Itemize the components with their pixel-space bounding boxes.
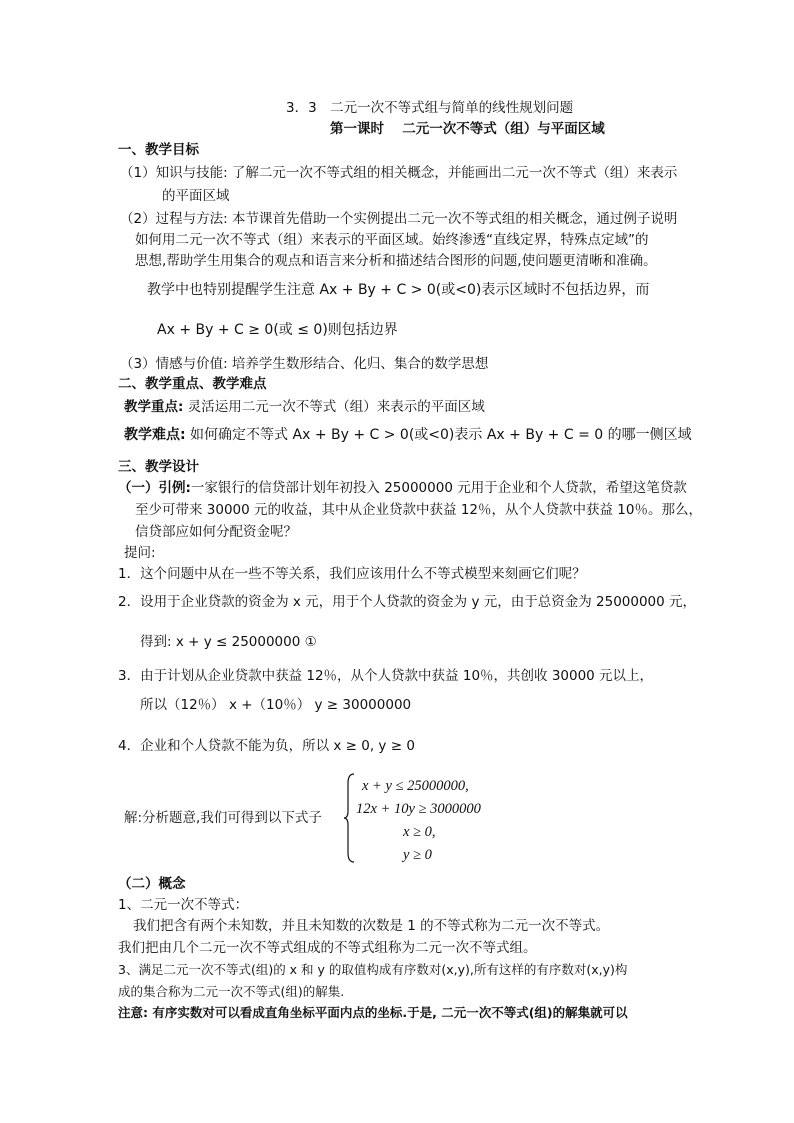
question-1: 1．这个问题中从在一些不等关系，我们应该用什么不等式模型来刻画它们呢？ bbox=[118, 566, 586, 582]
question-2-result: 得到: x + y ≤ 25000000 ① bbox=[140, 634, 317, 650]
intro-line-c: 信贷部应如何分配资金呢？ bbox=[135, 524, 297, 540]
concept-1-title: 1、二元一次不等式： bbox=[118, 897, 249, 913]
concept-3-line-a: 3、满足二元一次不等式(组)的 x 和 y 的取值构成有序数对(x,y),所有这样的有序数对(x,y)构 bbox=[118, 962, 628, 977]
goal-2-line-a: （2）过程与方法: 本节课首先借助一个实例提出二元一次不等式组的相关概念，通过例子说明 bbox=[120, 211, 678, 227]
ask-label: 提问: bbox=[124, 545, 156, 561]
question-4: 4．企业和个人贷款不能为负，所以 x ≥ 0, y ≥ 0 bbox=[118, 738, 415, 754]
goal-2-line-b: 如何用二元一次不等式（组）来表示的平面区域。始终渗透“直线定界，特殊点定域”的 bbox=[135, 232, 649, 248]
key-point bbox=[124, 399, 485, 416]
note-text: 注意: 有序实数对可以看成直角坐标平面内点的坐标.于是, 二元一次不等式(组)的解集就可以 bbox=[118, 1005, 628, 1020]
left-brace-icon bbox=[343, 773, 355, 863]
inequality-system bbox=[356, 775, 481, 867]
system-row-2: 12x + 10y ≥ 3000000 bbox=[356, 801, 481, 817]
goal-2-line-e: Ax + By + C ≥ 0(或 ≤ 0)则包括边界 bbox=[157, 322, 398, 338]
concept-1-text: 我们把含有两个未知数，并且未知数的次数是 1 的不等式称为二元一次不等式。 bbox=[133, 918, 610, 934]
system-row-1: x + y ≤ 25000000, bbox=[362, 778, 469, 794]
question-3-result: 所以（12％） x +（10％） y ≥ 30000000 bbox=[140, 697, 412, 713]
difficult-point-text: 如何确定不等式 Ax + By + C > 0(或<0)表示 Ax + By + C = 0 的哪一侧区域 bbox=[185, 427, 692, 443]
intro-label: （一）引例: bbox=[118, 480, 191, 496]
section-heading-goals: 一、教学目标 bbox=[118, 142, 199, 158]
difficult-point bbox=[124, 427, 692, 445]
intro-line-a bbox=[118, 480, 687, 497]
concept-3-line-b: 成的集合称为二元一次不等式(组)的解集. bbox=[118, 984, 345, 999]
key-point-label: 教学重点: bbox=[124, 399, 184, 415]
goal-3: （3）情感与价值: 培养学生数形结合、化归、集合的数学思想 bbox=[120, 356, 489, 372]
question-3: 3．由于计划从企业贷款中获益 12％，从个人贷款中获益 10％，共创收 30000 元以上， bbox=[118, 668, 654, 684]
key-point-text: 灵活运用二元一次不等式（组）来表示的平面区域 bbox=[183, 399, 485, 415]
concept-2-text: 我们把由几个二元一次不等式组成的不等式组称为二元一次不等式组。 bbox=[118, 940, 537, 956]
difficult-point-label: 教学难点: bbox=[124, 427, 186, 443]
doc-subtitle: 第一课时 二元一次不等式（组）与平面区域 bbox=[330, 121, 605, 137]
solution-lead: 解:分析题意,我们可得到以下式子 bbox=[124, 810, 322, 826]
question-2: 2．设用于企业贷款的资金为 x 元，用于个人贷款的资金为 y 元，由于总资金为 25000000 元， bbox=[118, 594, 697, 610]
section-heading-keypoints: 二、教学重点、教学难点 bbox=[118, 376, 267, 392]
doc-title: 3．3 二元一次不等式组与简单的线性规划问题 bbox=[286, 100, 574, 116]
goal-1-line-a: （1）知识与技能: 了解二元一次不等式组的相关概念，并能画出二元一次不等式（组）来表示 bbox=[120, 165, 678, 181]
system-row-4: y ≥ 0 bbox=[403, 847, 432, 863]
intro-line-b: 至少可带来 30000 元的收益，其中从企业贷款中获益 12％，从个人贷款中获益 10％。那么， bbox=[135, 502, 702, 518]
intro-text-a: 一家银行的信贷部计划年初投入 25000000 元用于企业和个人贷款，希望这笔贷款 bbox=[190, 480, 687, 496]
section-heading-concepts: （二）概念 bbox=[118, 876, 186, 892]
goal-2-line-c: 思想,帮助学生用集合的观点和语言来分析和描述结合图形的问题,使问题更清晰和准确。 bbox=[135, 253, 657, 269]
goal-1-line-b: 的平面区域 bbox=[162, 188, 230, 204]
goal-2-line-d: 教学中也特别提醒学生注意 Ax + By + C > 0(或<0)表示区域时不包括边界，而 bbox=[147, 282, 650, 298]
system-row-3: x ≥ 0, bbox=[403, 824, 436, 840]
section-heading-design: 三、教学设计 bbox=[118, 459, 199, 475]
